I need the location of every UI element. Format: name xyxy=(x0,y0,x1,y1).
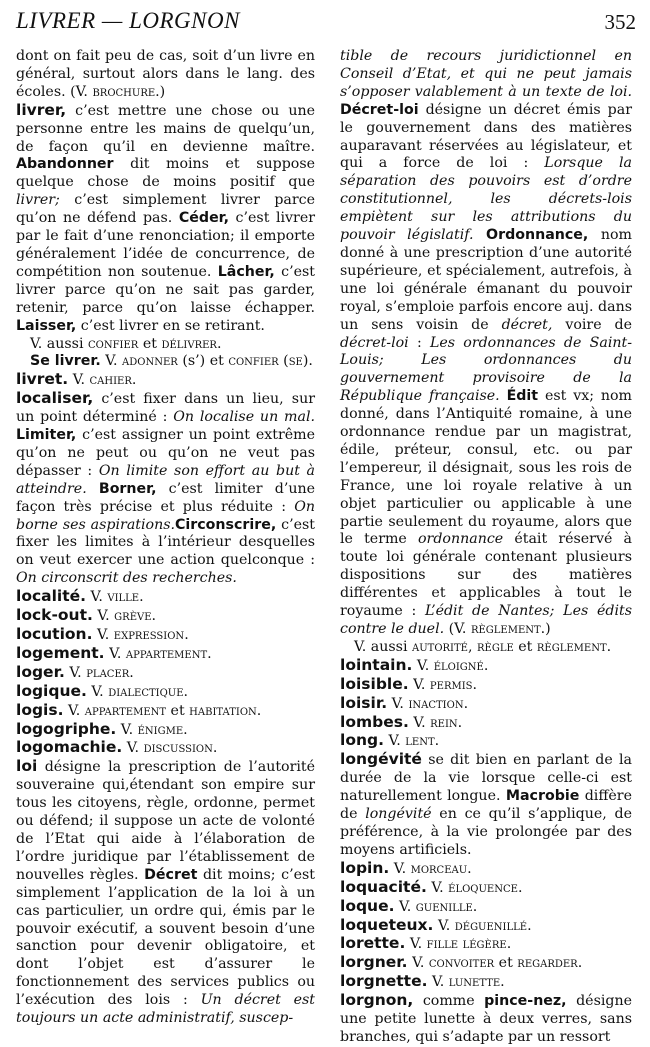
cross-reference: morceau xyxy=(410,860,468,877)
definition-text: V. xyxy=(64,664,87,681)
definition-text: . xyxy=(207,645,212,662)
dictionary-entry xyxy=(16,721,315,740)
dictionary-entry xyxy=(340,657,632,676)
dictionary-entry xyxy=(340,751,632,859)
headword: loque. xyxy=(340,896,395,915)
definition-text: . xyxy=(457,714,463,731)
definition-text: . xyxy=(472,898,478,915)
cross-reference: regarder xyxy=(517,955,578,972)
headword: logogriphe. xyxy=(16,719,117,738)
synonym-term: Macrobie xyxy=(505,788,580,805)
dictionary-entry xyxy=(340,917,632,936)
cross-reference: brochure xyxy=(92,83,156,100)
definition-text: V. xyxy=(116,721,138,738)
definition-text: . xyxy=(517,879,523,896)
dictionary-entry xyxy=(340,935,632,954)
synonym-term: Ordonnance, xyxy=(486,227,589,244)
synonym-term: Limiter, xyxy=(16,427,77,444)
definition-text: V. xyxy=(427,974,449,991)
definition-text: . xyxy=(500,974,505,991)
synonym-term: pince-nez, xyxy=(484,993,567,1010)
definition-text: dit moins; c’est simplement l’application de la loi à un cas particulier, un ordre qui, émis par le pouvoir exécutif, a souvent besoin d’une sanction pour devenir obligatoire, et dont l’objet est d’assurer le fonctionnement des services publics ou l’exécution des lois : xyxy=(16,866,315,1009)
cross-reference: délivrer xyxy=(161,335,217,352)
definition-text: : xyxy=(408,334,430,351)
dictionary-entry xyxy=(16,645,315,664)
definition-text: . xyxy=(606,638,612,655)
headword: loqueteux. xyxy=(340,915,434,934)
definition-text: V. xyxy=(387,695,409,712)
example-text: On borne ses aspirations. xyxy=(16,498,315,533)
headword: lorgner. xyxy=(340,953,408,972)
synonym-term: Laisser, xyxy=(16,317,77,334)
dictionary-entry xyxy=(340,48,632,639)
example-text: tible de recours juridictionnel en Conseil d’Etat, et qui ne peut jamais s’opposer valablement à un texte de loi. xyxy=(340,48,632,100)
headword: lorgnette. xyxy=(340,972,428,991)
cross-reference: se xyxy=(288,353,303,370)
definition-text: V. xyxy=(408,714,431,731)
dictionary-entry xyxy=(16,102,315,336)
definition-text: désigne la prescription de l’autorité souveraine qui,étendant son empire sur tous les citoyens, règle, ordonne, permet ou défend; il suppose un acte de volonté de l’Etat qui aide à l’élaboration de l’ordre juridique par l’établissement de nouvelles règles. xyxy=(16,759,315,883)
headword: livrer, xyxy=(16,100,67,119)
cross-reference: appartement xyxy=(84,702,167,719)
headword: lock-out. xyxy=(16,606,93,625)
definition-text: et xyxy=(166,702,190,719)
definition-text: V. aussi xyxy=(30,335,88,352)
see-also-line xyxy=(16,336,315,354)
headword: loger. xyxy=(16,662,65,681)
headword: lombes. xyxy=(340,712,409,731)
example-text: On localise un mal. xyxy=(173,409,315,426)
definition-text: V. xyxy=(92,608,115,625)
page-header xyxy=(16,8,636,38)
dictionary-entry xyxy=(16,683,315,702)
cross-reference: énigme xyxy=(137,721,184,738)
definition-text: . xyxy=(129,664,134,681)
running-title: LIVRER — LORGNON xyxy=(16,8,240,33)
dictionary-entry xyxy=(16,758,315,1028)
example-text: décret, xyxy=(501,316,553,333)
definition-text: . xyxy=(139,589,144,606)
dictionary-entry xyxy=(16,607,315,626)
see-also-line xyxy=(16,353,315,371)
example-text: Un décret est toujours un acte administratif, suscep- xyxy=(16,992,315,1027)
example-text: Lorsque la séparation des pouvoirs est d’ordre constitutionnel, les décrets-lois empiètent sur les attributions du pouvoir législatif. xyxy=(340,155,632,244)
definition-text: V. xyxy=(405,936,427,953)
headword: long. xyxy=(340,731,384,750)
definition-text: c’est livrer par le fait d’une renonciation; il emporte généralement l’idée de concurrence, de compétition non soutenue. xyxy=(16,210,316,280)
headword: lopin. xyxy=(340,858,390,877)
dictionary-entry xyxy=(340,860,632,879)
headword: loi xyxy=(16,757,38,776)
dictionary-entry xyxy=(16,588,315,607)
definition-text: c’est livrer en se retirant. xyxy=(76,317,265,334)
example-text: On circonscrit des recherches. xyxy=(16,570,237,587)
definition-text: c’est limiter d’une façon très précise et plus réduite : xyxy=(16,480,315,515)
cross-reference: placer xyxy=(86,664,130,681)
definition-text: et xyxy=(494,955,518,972)
definition-text: V. xyxy=(92,627,114,643)
right-column xyxy=(340,48,633,1045)
headword: longévité xyxy=(340,750,422,769)
example-text: livrer; xyxy=(16,192,60,209)
definition-text: V. xyxy=(383,733,406,750)
definition-text: voire de xyxy=(552,316,632,333)
definition-text: V. xyxy=(426,879,449,896)
definition-text: (V. xyxy=(444,621,471,637)
definition-text: . xyxy=(256,702,262,719)
headword: logement. xyxy=(16,643,105,662)
synonym-term: Décret xyxy=(144,866,198,883)
headword: lointain. xyxy=(340,655,413,674)
dictionary-entry xyxy=(16,48,315,102)
headword: livret. xyxy=(16,370,69,389)
definition-text: . xyxy=(183,683,189,700)
definition-text: c’est livrer parce qu’on ne sait pas garder, retenir, parce qu’on laisse échapper. xyxy=(16,263,315,316)
example-text: L’édit de Nantes; Les édits contre le duel. xyxy=(340,603,632,637)
definition-text xyxy=(474,227,487,243)
definition-text: V. xyxy=(100,353,123,370)
definition-text: V. xyxy=(412,657,434,674)
cross-reference: confier xyxy=(228,353,279,370)
see-also-line xyxy=(340,639,632,657)
dictionary-entry xyxy=(16,664,315,683)
cross-reference: grève xyxy=(114,608,152,625)
definition-text: et xyxy=(138,335,162,352)
cross-reference: permis xyxy=(429,676,473,693)
dictionary-entry xyxy=(340,732,632,751)
example-text: longévité xyxy=(365,806,432,823)
definition-text: . xyxy=(183,721,188,738)
definition-text: se dit bien en parlant de la durée de la vie lorsque celle-ci est naturellement longue. xyxy=(340,752,632,805)
definition-text: désigne une petite lunette à deux verres, sans branches, qui s’adapte par un ressort xyxy=(340,993,633,1045)
headword: loisir. xyxy=(340,693,388,712)
dictionary-entry xyxy=(16,371,315,390)
synonym-term: Céder, xyxy=(178,210,229,227)
definition-text: V. xyxy=(68,372,90,389)
example-text: décret-loi xyxy=(340,334,409,351)
cross-reference: discussion xyxy=(143,740,213,757)
headword: localité. xyxy=(16,587,87,606)
definition-text: diffère de xyxy=(340,788,632,823)
dictionary-entry xyxy=(340,879,632,898)
definition-text: est vx; nom donné, dans l’Antiquité romaine, à une ordonnance rendue par un magistrat, édile, préteur, consul, etc. ou par l’empereur, il désignait, sous les rois de France, une loi royale relative à un objet particulier ou applicable à une partie seulement du royaume, alors que le terme xyxy=(340,388,632,548)
cross-reference: confier xyxy=(88,335,139,352)
definition-text: . xyxy=(434,733,440,750)
definition-text: V. aussi xyxy=(354,638,412,655)
dictionary-entry xyxy=(340,898,632,917)
dictionary-entry xyxy=(340,973,632,992)
definition-text: . xyxy=(467,860,472,877)
definition-text: V. xyxy=(389,860,411,877)
definition-text: . xyxy=(216,335,222,352)
definition-text: V. xyxy=(433,917,455,934)
headword: loquacité. xyxy=(340,877,427,896)
cross-reference: ville xyxy=(107,589,140,606)
definition-text: (s’) et xyxy=(177,353,229,370)
definition-text: V. xyxy=(63,702,85,719)
cross-reference: adonner xyxy=(122,353,178,370)
definition-text: . xyxy=(151,608,157,625)
definition-text: c’est simplement livrer parce qu’on ne défend pas. xyxy=(16,192,315,227)
definition-text: .) xyxy=(540,621,551,637)
synonym-term: Édit xyxy=(506,388,539,405)
synonym-term: Lâcher, xyxy=(217,263,275,280)
definition-text: comme xyxy=(413,993,485,1010)
definition-text: c’est assigner un point extrême qu’on ne peut ou qu’on ne veut pas dépasser : xyxy=(16,427,315,479)
synonym-term: Circonscrire, xyxy=(175,516,277,533)
definition-text: . xyxy=(472,676,478,693)
definition-text: dont on fait peu de cas, soit d’un livre en général, surtout alors dans le lang. des écoles. (V. xyxy=(16,48,315,100)
cross-reference: règlement xyxy=(470,621,541,637)
definition-text: V. xyxy=(407,955,429,972)
cross-reference: éloigné xyxy=(433,657,484,674)
definition-text: V. xyxy=(394,898,416,915)
headword: logis. xyxy=(16,700,64,719)
dictionary-entry xyxy=(16,626,315,645)
headword: logomachie. xyxy=(16,738,123,757)
definition-text: V. xyxy=(408,676,430,693)
cross-reference: lunette xyxy=(448,974,501,991)
left-column xyxy=(16,48,315,1031)
dictionary-entry xyxy=(16,702,315,721)
definition-text: .) xyxy=(155,83,166,100)
cross-reference: autorité xyxy=(412,638,468,655)
example-text: Les ordonnances de Saint-Louis; Les ordonnances du gouvernement provisoire de la République française. xyxy=(340,334,632,405)
definition-text: c’est fixer les limites à l’intérieur desquelles on veut exercer une action quelconque : xyxy=(16,516,315,569)
synonym-term: Abandonner xyxy=(16,156,114,173)
example-text: On limite son effort au but à atteindre. xyxy=(16,462,315,497)
definition-text: ). xyxy=(302,353,313,370)
dictionary-entry xyxy=(340,676,632,695)
headword: lorgnon, xyxy=(340,991,414,1010)
definition-text: nom donné à une prescription d’une autorité supérieure, et spécialement, autrefois, à une loi générale émanant du pouvoir royal, s’emploie parfois encore auj. dans un sens voisin de xyxy=(340,227,632,333)
definition-text: c’est mettre une chose ou une personne entre les mains de quelqu’un, de façon qu’il en devienne maître. xyxy=(16,102,315,155)
cross-reference: éloquence xyxy=(448,879,518,896)
cross-reference: appartement xyxy=(125,645,208,662)
definition-text: V. xyxy=(86,589,108,606)
dictionary-entry xyxy=(340,714,632,733)
definition-text: . xyxy=(463,695,469,712)
cross-reference: expression xyxy=(113,627,185,643)
definition-text: dit moins et suppose quelque chose de moins positif que xyxy=(16,156,315,191)
definition-text: V. xyxy=(86,683,109,700)
dictionary-entry xyxy=(340,992,632,1047)
definition-text: . xyxy=(131,372,137,389)
dictionary-entry xyxy=(340,954,632,973)
definition-text: . xyxy=(577,955,583,972)
synonym-term: Borner, xyxy=(98,480,157,497)
cross-reference: règle xyxy=(477,638,514,655)
definition-text: c’est fixer dans un lieu, sur un point déterminé : xyxy=(16,391,315,426)
cross-reference: fille légère xyxy=(426,936,507,953)
cross-reference: dialectique xyxy=(108,683,184,700)
definition-text: V. xyxy=(104,645,126,662)
definition-text: , xyxy=(467,638,477,655)
definition-text: . xyxy=(483,657,489,674)
cross-reference: habitation xyxy=(189,702,257,719)
cross-reference: convoiter xyxy=(428,955,495,972)
definition-text: . xyxy=(184,627,189,643)
dictionary-entry xyxy=(16,739,315,758)
example-text: ordonnance xyxy=(418,531,504,548)
cross-reference: rein xyxy=(430,714,458,731)
definition-text xyxy=(87,481,99,497)
headword: lorette. xyxy=(340,934,406,953)
definition-text: désigne un décret émis par le gouvernement dans des matières auparavant réservées au législateur, et qui a force de loi : xyxy=(340,101,632,172)
dictionary-entry xyxy=(340,695,632,714)
definition-text: . xyxy=(506,936,512,953)
headword: localiser, xyxy=(16,389,94,408)
synonym-term: Décret-loi xyxy=(340,101,419,118)
cross-reference: déguenillé xyxy=(454,917,528,934)
headword: loisible. xyxy=(340,674,409,693)
definition-text: . xyxy=(527,917,532,934)
definition-text: . xyxy=(212,740,218,757)
page-number: 352 xyxy=(604,10,636,34)
cross-reference: guenille xyxy=(415,898,473,915)
definition-text xyxy=(500,388,507,404)
dictionary-entry xyxy=(16,390,315,588)
cross-reference: règlement xyxy=(536,638,607,655)
definition-text: était réservé à toute loi générale contenant plusieurs dispositions sur des matières différentes et applicables à tout le royaume : xyxy=(340,531,632,620)
definition-text: et xyxy=(513,638,537,655)
cross-reference: cahier xyxy=(89,372,132,389)
cross-reference: lent xyxy=(405,733,435,750)
definition-text: V. xyxy=(122,740,144,757)
cross-reference: inaction xyxy=(408,695,464,712)
headword: locution. xyxy=(16,625,93,643)
headword: logique. xyxy=(16,681,87,700)
definition-text: ( xyxy=(278,353,289,370)
definition-text: en ce qu’il s’applique, de préférence, à la vie prolongée par des moyens artificiels. xyxy=(340,806,632,858)
synonym-term: Se livrer. xyxy=(30,353,101,370)
